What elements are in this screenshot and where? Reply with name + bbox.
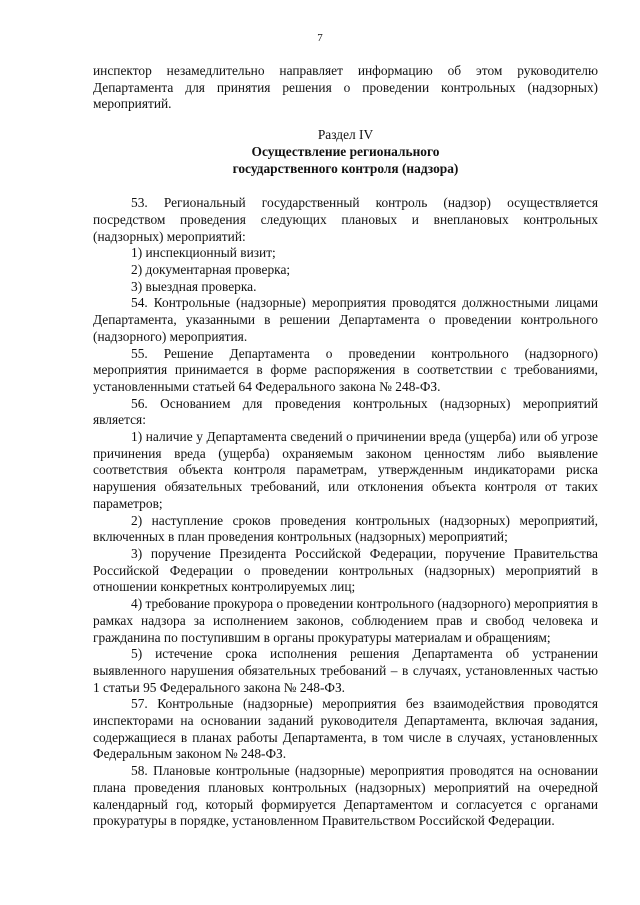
paragraph-56-item-1: 1) наличие у Департамента сведений о причинении вреда (ущерба) или об угрозе причинения вреда (ущерба) охраняемым законом ценностям либо выявление соответствия объекта контроля параметрам, утвержденным индикаторами риска нарушения обязательных требований, или отклонения объекта контроля от таких параметров;: [93, 429, 598, 511]
section-heading: [93, 127, 598, 177]
paragraph-56-item-3: 3) поручение Президента Российской Федерации, поручение Правительства Российской Федерации о проведении контрольных (надзорных) мероприятий в отношении конкретных контролируемых лиц;: [93, 545, 598, 595]
paragraph-56-item-5: 5) истечение срока исполнения решения Департамента об устранении выявленного нарушения обязательных требований – в случаях, установленных частью 1 статьи 95 Федерального закона № 248-ФЗ.: [93, 646, 598, 695]
paragraph-56: 56. Основанием для проведения контрольных (надзорных) мероприятий является:: [93, 395, 598, 428]
list-item-field-check: 3) выездная проверка.: [131, 278, 257, 294]
paragraph-55: 55. Решение Департамента о проведении контрольного (надзорного) мероприятия принимается в форме распоряжения в соответствии с требованиями, установленными статьей 64 Федерального закона № 248-ФЗ.: [93, 345, 598, 394]
page-body: [93, 63, 598, 830]
section-title-line-2: государственного контроля (надзора): [232, 160, 459, 176]
paragraph-54: 54. Контрольные (надзорные) мероприятия проводятся должностными лицами Департамента, указанными в решении Департамента о проведении контрольного (надзорного) мероприятия.: [93, 295, 598, 344]
paragraph-53: 53. Региональный государственный контроль (надзор) осуществляется посредством проведения следующих плановых и внеплановых контрольных (надзорных) мероприятий:: [93, 195, 598, 244]
intro-paragraph: инспектор незамедлительно направляет информацию об этом руководителю Департамента для принятия решения о проведении контрольных (надзорных) мероприятий.: [93, 63, 598, 112]
paragraph-57: 57. Контрольные (надзорные) мероприятия без взаимодействия проводятся инспекторами на основании заданий руководителя Департамента, включая задания, содержащиеся в планах работы Департамента, в том числе в случаях, установленных Федеральным законом № 248-ФЗ.: [93, 696, 598, 762]
page-number: 7: [317, 32, 323, 44]
list-item-documentary-check: 2) документарная проверка;: [131, 262, 291, 278]
paragraph-56-item-4: 4) требование прокурора о проведении контрольного (надзорного) мероприятия в рамках надзора за исполнением законов, соблюдением прав и свобод человека и гражданина по поступившим в органы прокуратуры материалам и обращениям;: [93, 596, 598, 645]
paragraph-56-item-2: 2) наступление сроков проведения контрольных (надзорных) мероприятий, включенных в план проведения контрольных (надзорных) мероприятий;: [93, 512, 598, 545]
section-title-line-1: Осуществление регионального: [251, 143, 440, 159]
section-content: [93, 195, 598, 830]
section-label: Раздел IV: [317, 127, 374, 143]
paragraph-58: 58. Плановые контрольные (надзорные) мероприятия проводятся на основании плана проведения плановых контрольных (надзорных) мероприятий на очередной календарный год, который формируется Департаментом и согласуется с органами прокуратуры в порядке, установленном Правительством Российской Федерации.: [93, 763, 598, 829]
list-item-inspection-visit: 1) инспекционный визит;: [131, 245, 276, 261]
